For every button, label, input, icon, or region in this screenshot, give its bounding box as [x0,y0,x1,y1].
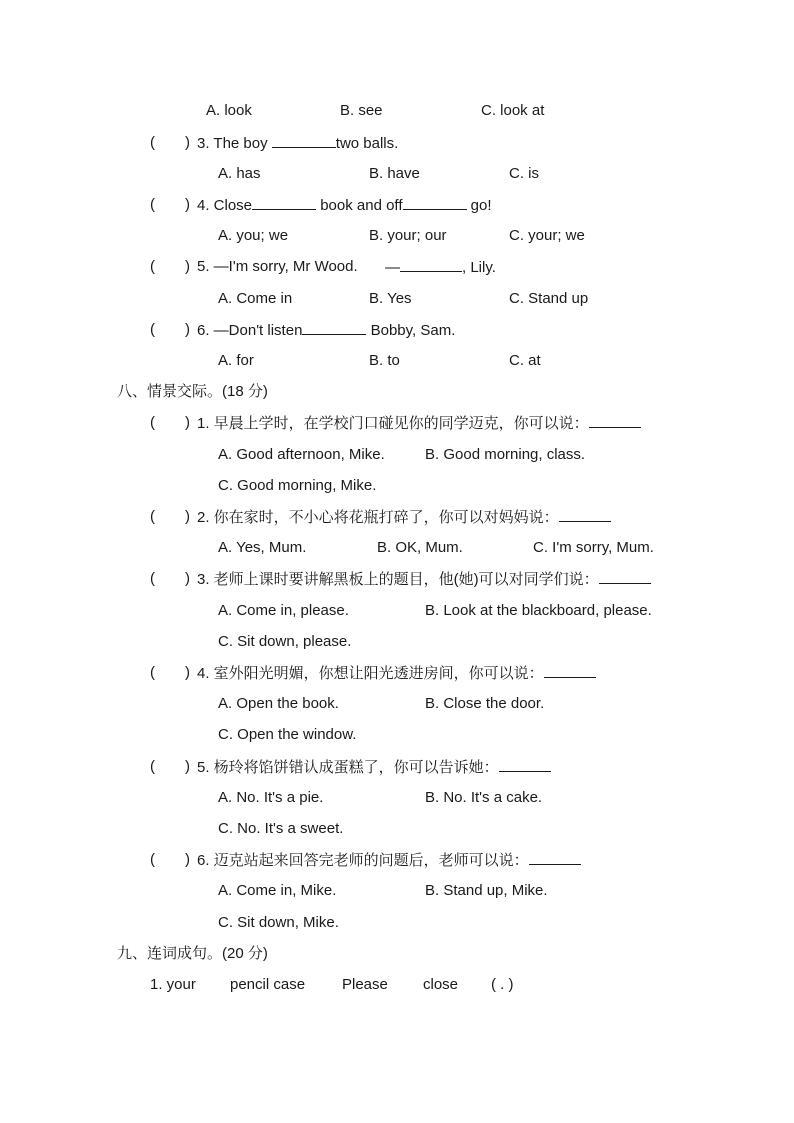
q3-blank[interactable] [272,132,336,148]
s8-q5-option-a: A. No. It's a pie. [218,789,324,806]
q4-option-a: A. you; we [218,227,289,244]
answer-paren-open: ( [150,134,155,151]
answer-paren-open: ( [150,508,155,525]
s8-q3-text: 3. 老师上课时要讲解黑板上的题目，他(她)可以对同学们说： [197,571,599,588]
s8-q4-option-c: C. Open the window. [218,726,357,743]
q5-option-a: A. Come in [218,290,293,307]
s8-q6-option-b: B. Stand up, Mike. [425,882,548,899]
answer-paren-close: ) [185,664,190,681]
q5-stem-b: — [385,259,400,276]
q5-stem-a: 5. —I'm sorry, Mr Wood. [197,258,358,275]
s8-q1-text: 1. 早晨上学时，在学校门口碰见你的同学迈克，你可以说： [197,415,589,432]
q2-option-c: C. look at [481,102,545,119]
answer-paren-open: ( [150,414,155,431]
q3-stem-before: 3. The boy [197,135,268,152]
q4-option-b: B. your; our [369,227,447,244]
s8-q4-text: 4. 室外阳光明媚，你想让阳光透进房间，你可以说： [197,665,544,682]
q4-blank-1[interactable] [252,194,316,210]
s8-q1-option-c: C. Good morning, Mike. [218,477,377,494]
q6-stem-a: 6. —Don't listen [197,322,303,339]
s8-q5-option-c: C. No. It's a sweet. [218,820,344,837]
q4-stem-a: 4. Close [197,197,253,214]
q6-option-c: C. at [509,352,541,369]
s8-q3-option-c: C. Sit down, please. [218,633,352,650]
s9-q1-word-4: close [423,976,459,993]
answer-paren-close: ) [185,851,190,868]
answer-paren-open: ( [150,196,155,213]
s8-q5-blank[interactable] [499,756,551,772]
s8-q2-option-a: A. Yes, Mum. [218,539,307,556]
answer-paren-open: ( [150,570,155,587]
q3-option-a: A. has [218,165,261,182]
answer-paren-open: ( [150,758,155,775]
answer-paren-close: ) [185,508,190,525]
section-9-title: 九、连词成句。(20 分) [117,945,268,962]
q2-option-a: A. look [206,102,252,119]
s9-q1-word-5: ( . ) [491,976,514,993]
q3-stem-after: two balls. [335,135,399,152]
q4-option-c: C. your; we [509,227,585,244]
s8-q5-text: 5. 杨玲将馅饼错认成蛋糕了，你可以告诉她： [197,759,499,776]
answer-paren-open: ( [150,851,155,868]
q4-stem-c: go! [470,197,492,214]
s8-q1-blank[interactable] [589,412,641,428]
q6-option-b: B. to [369,352,400,369]
s8-q6-blank[interactable] [529,849,581,865]
s8-q6-option-c: C. Sit down, Mike. [218,914,339,931]
answer-paren-open: ( [150,321,155,338]
answer-paren-close: ) [185,414,190,431]
s9-q1-word-2: pencil case [230,976,306,993]
q6-stem-b: Bobby, Sam. [370,322,456,339]
q5-blank[interactable] [400,256,462,272]
s9-q1-word-1: 1. your [150,976,196,993]
q5-option-b: B. Yes [369,290,412,307]
s8-q2-blank[interactable] [559,506,611,522]
s8-q6-text: 6. 迈克站起来回答完老师的问题后，老师可以说： [197,852,529,869]
s8-q1-option-b: B. Good morning, class. [425,446,586,463]
q4-blank-2[interactable] [403,194,467,210]
s8-q3-blank[interactable] [599,568,651,584]
answer-paren-close: ) [185,258,190,275]
q6-option-a: A. for [218,352,254,369]
s8-q5-option-b: B. No. It's a cake. [425,789,543,806]
s8-q6-option-a: A. Come in, Mike. [218,882,337,899]
answer-paren-open: ( [150,664,155,681]
answer-paren-open: ( [150,258,155,275]
answer-paren-close: ) [185,570,190,587]
answer-paren-close: ) [185,134,190,151]
section-8-title: 八、情景交际。(18 分) [117,383,268,400]
s8-q2-option-b: B. OK, Mum. [377,539,463,556]
answer-paren-close: ) [185,196,190,213]
q4-stem-b: book and off [320,197,403,214]
answer-paren-close: ) [185,321,190,338]
s8-q4-blank[interactable] [544,662,596,678]
q6-blank[interactable] [302,319,366,335]
s8-q2-text: 2. 你在家时，不小心将花瓶打碎了，你可以对妈妈说： [197,509,559,526]
q5-stem-c: , Lily. [462,259,496,276]
s8-q3-option-a: A. Come in, please. [218,602,349,619]
s8-q4-option-b: B. Close the door. [425,695,545,712]
s8-q4-option-a: A. Open the book. [218,695,339,712]
q3-option-b: B. have [369,165,420,182]
answer-paren-close: ) [185,758,190,775]
s8-q3-option-b: B. Look at the blackboard, please. [425,602,652,619]
q3-option-c: C. is [509,165,539,182]
q2-option-b: B. see [340,102,383,119]
s9-q1-word-3: Please [342,976,388,993]
s8-q2-option-c: C. I'm sorry, Mum. [533,539,654,556]
q5-option-c: C. Stand up [509,290,589,307]
s8-q1-option-a: A. Good afternoon, Mike. [218,446,385,463]
